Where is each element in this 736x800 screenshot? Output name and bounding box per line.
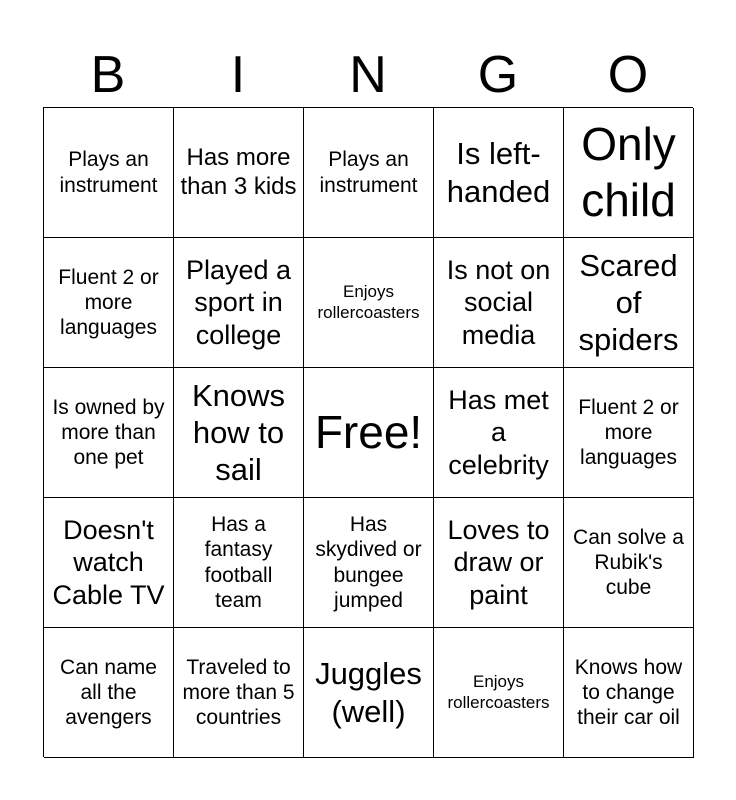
bingo-cell[interactable] <box>564 368 694 498</box>
bingo-cell[interactable] <box>564 238 694 368</box>
cell-text: Fluent 2 or more languages <box>578 395 679 470</box>
bingo-cell[interactable] <box>44 498 174 628</box>
bingo-cell[interactable] <box>434 238 564 368</box>
cell-text: Played a sport in college <box>185 254 292 350</box>
cell-text: Can solve a Rubik's cube <box>573 525 684 600</box>
cell-text: Is owned by more than one pet <box>52 395 165 470</box>
bingo-cell[interactable] <box>564 108 694 238</box>
cell-text: Loves to draw or paint <box>447 514 550 610</box>
bingo-cell[interactable] <box>174 238 304 368</box>
bingo-cell[interactable] <box>174 108 304 238</box>
bingo-cell[interactable] <box>44 108 174 238</box>
bingo-cell[interactable] <box>174 628 304 758</box>
cell-text: Is not on social media <box>446 254 551 350</box>
cell-text: Enjoys rollercoasters <box>447 672 550 712</box>
bingo-cell[interactable] <box>304 108 434 238</box>
cell-text: Juggles (well) <box>315 656 422 729</box>
cell-text: Has more than 3 kids <box>180 143 297 200</box>
bingo-cell[interactable] <box>44 368 174 498</box>
bingo-cell[interactable] <box>174 368 304 498</box>
cell-text: Is left-handed <box>446 136 551 209</box>
bingo-cell[interactable] <box>564 628 694 758</box>
cell-text: Plays an instrument <box>59 148 158 197</box>
cell-text: Enjoys rollercoasters <box>317 282 420 322</box>
cell-text: Doesn't watch Cable TV <box>52 514 165 610</box>
cell-text: Has met a celebrity <box>448 384 549 480</box>
bingo-cell[interactable] <box>434 108 564 238</box>
bingo-cell[interactable] <box>564 498 694 628</box>
bingo-cell[interactable] <box>304 498 434 628</box>
header-letter-g: G <box>477 46 519 104</box>
cell-text: Has a fantasy football team <box>204 513 273 612</box>
cell-text: Can name all the avengers <box>60 655 157 730</box>
cell-text: Only child <box>581 118 676 226</box>
cell-text: Has skydived or bungee jumped <box>315 513 422 612</box>
bingo-cell[interactable] <box>434 498 564 628</box>
bingo-cell[interactable] <box>434 628 564 758</box>
bingo-board <box>43 107 693 757</box>
header-letter-b: B <box>90 46 126 104</box>
bingo-header <box>43 44 693 106</box>
bingo-cell[interactable] <box>434 368 564 498</box>
cell-text: Plays an instrument <box>319 148 418 197</box>
bingo-cell[interactable] <box>44 238 174 368</box>
header-letter-n: N <box>349 46 387 104</box>
cell-text: Scared of spiders <box>578 247 679 358</box>
cell-text: Knows how to sail <box>191 377 286 488</box>
bingo-cell[interactable] <box>174 498 304 628</box>
free-space-cell[interactable] <box>304 368 434 498</box>
free-space-text: Free! <box>314 405 423 458</box>
cell-text: Knows how to change their car oil <box>574 655 683 730</box>
header-letter-o: O <box>607 46 649 104</box>
bingo-cell[interactable] <box>44 628 174 758</box>
bingo-cell[interactable] <box>304 238 434 368</box>
cell-text: Fluent 2 or more languages <box>58 265 159 340</box>
header-letter-i: I <box>230 46 246 104</box>
cell-text: Traveled to more than 5 countries <box>182 655 295 730</box>
bingo-cell[interactable] <box>304 628 434 758</box>
